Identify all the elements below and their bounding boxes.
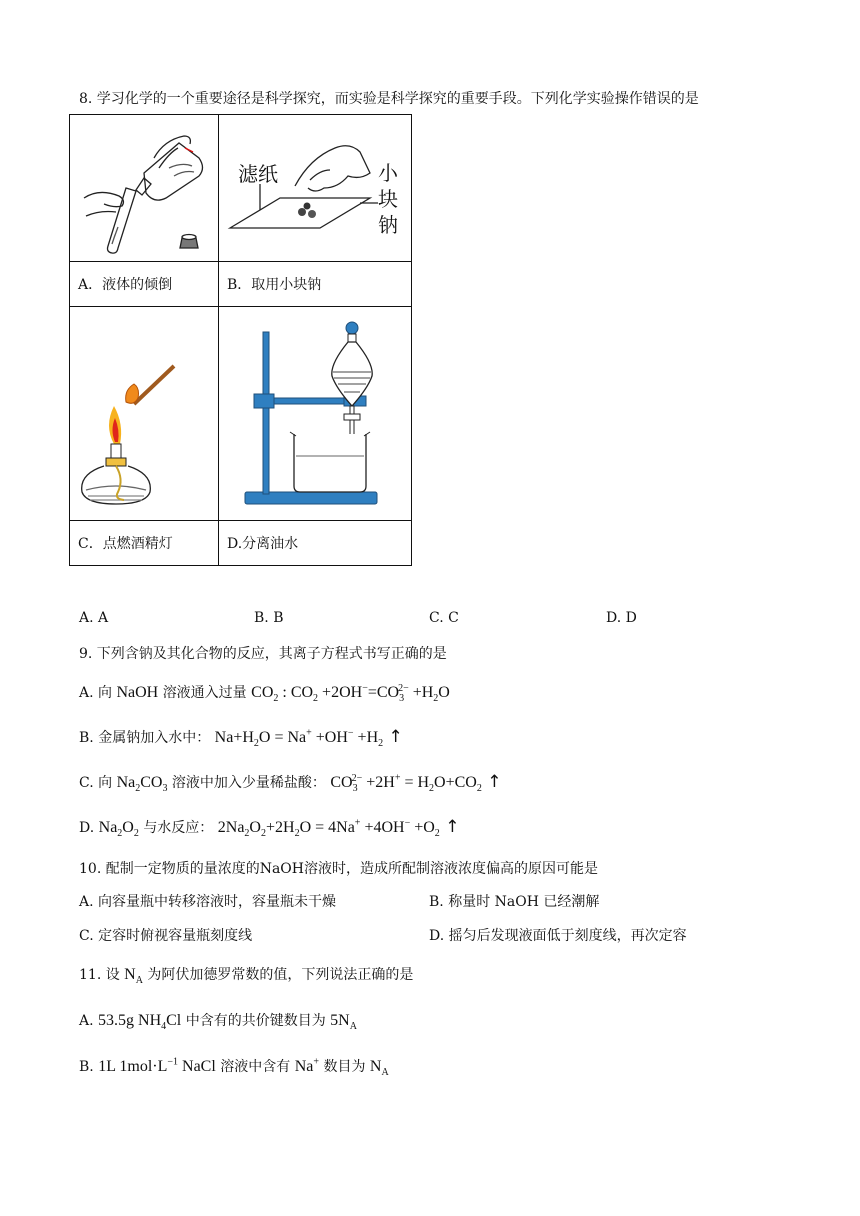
q10-stem: 10. 配制一定物质的量浓度的NaOH溶液时，造成所配制溶液浓度偏高的原因可能是 <box>79 861 598 877</box>
cell-label-d: D.分离油水 <box>219 521 412 566</box>
q9-option-c[interactable]: C. 向 $Na_2CO_3$ 溶液中加入少量稀盐酸： $CO_3^{2-} +2H^+ = H_2O+CO_2$ ↑ <box>79 772 502 795</box>
q9-option-b[interactable]: B. 金属钠加入水中： $Na+H_2O = Na^+ +OH^- +H_2$ ↑ <box>79 727 403 750</box>
q8-stem: 8. 学习化学的一个重要途径是科学探究，而实验是科学探究的重要手段。下列化学实验操作错误的是 <box>79 91 699 107</box>
q8-choice-b[interactable]: B. B <box>254 610 284 626</box>
q10-option-c[interactable]: C. 定容时俯视容量瓶刻度线 <box>79 928 253 944</box>
cell-label-a: A．液体的倾倒 <box>70 262 219 307</box>
q9-stem: 9. 下列含钠及其化合物的反应，其离子方程式书写正确的是 <box>79 646 447 662</box>
q8-choice-a[interactable]: A. A <box>79 610 109 626</box>
q11-stem: 11. 设 $N_A$ 为阿伏加德罗常数的值，下列说法正确的是 <box>79 966 414 987</box>
q8-choice-d[interactable]: D. D <box>606 610 637 626</box>
q8-experiment-table <box>69 114 412 566</box>
label-filter-paper: 滤纸 <box>238 162 278 186</box>
cell-label-c: C．点燃酒精灯 <box>70 521 219 566</box>
liquid-pouring-illustration <box>74 118 214 258</box>
q10-option-d[interactable]: D. 摇匀后发现液面低于刻度线，再次定容 <box>429 928 687 944</box>
q11-option-b[interactable]: B. 1L $1mol\cdot L^{-1}$ NaCl 溶液中含有 Na+ 数目为 $N_A$ <box>79 1056 389 1079</box>
alcohol-lamp-illustration <box>74 314 214 514</box>
q11-option-a[interactable]: A. 53.5g $NH_4Cl$ 中含有的共价键数目为 $5N_A$ <box>79 1012 357 1033</box>
q10-option-b[interactable]: B. 称量时 NaOH 已经潮解 <box>429 894 600 910</box>
label-small-sodium: 小 块 钠 <box>378 161 398 237</box>
q9-option-d[interactable]: D. $Na_2O_2$ 与水反应： $2Na_2O_2+2H_2O = 4Na^+ +4OH^- +O_2$ ↑ <box>79 817 460 840</box>
image-separate-oil-water <box>219 307 412 521</box>
separatory-funnel-illustration <box>240 314 390 514</box>
q10-option-a[interactable]: A. 向容量瓶中转移溶液时，容量瓶未干燥 <box>79 894 337 910</box>
cell-label-b: B．取用小块钠 <box>219 262 412 307</box>
q9-option-a[interactable]: A. 向 NaOH 溶液通入过量 $CO_2$ : $CO_2 +2OH^-=CO_3^{2-} +H_2O$ <box>79 682 450 705</box>
q8-choice-c[interactable]: C. C <box>429 610 459 626</box>
image-light-alcohol-lamp <box>70 307 219 521</box>
image-take-sodium <box>219 115 412 262</box>
image-liquid-pouring <box>70 115 219 262</box>
